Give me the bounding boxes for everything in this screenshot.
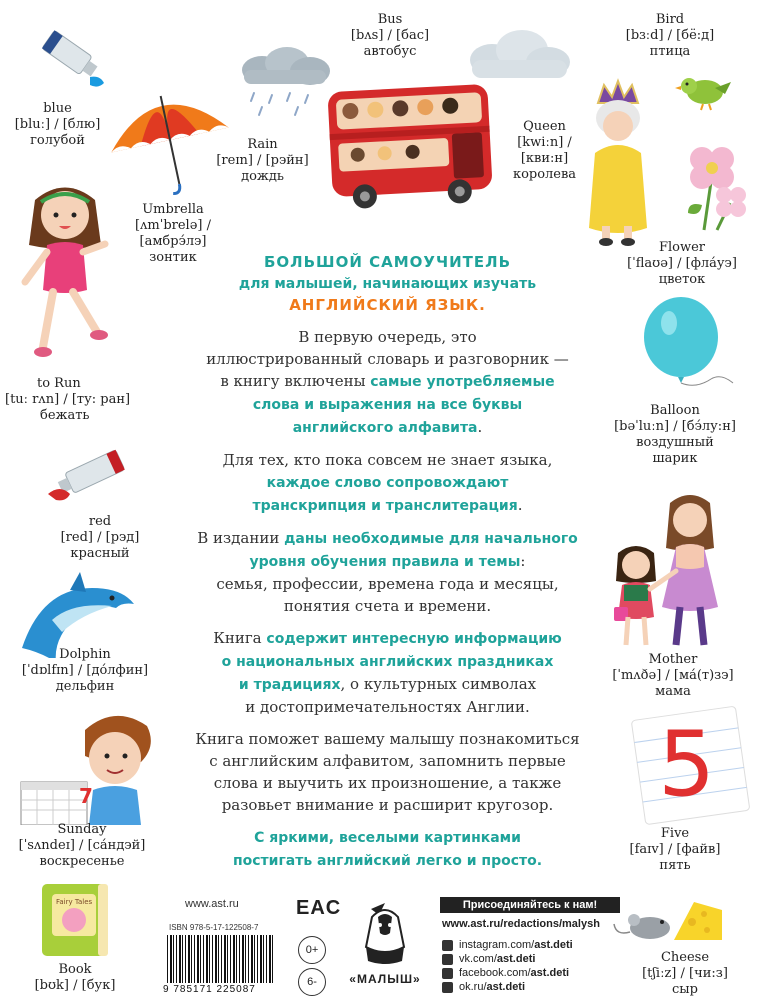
mother-and-daughter-illustration — [610, 485, 730, 655]
word-ru: пять — [659, 858, 691, 873]
word-five — [610, 826, 740, 874]
word-bus — [345, 12, 435, 60]
text: , о культурных символах — [340, 675, 537, 693]
word-blue — [10, 101, 105, 149]
highlight: английского алфавита — [292, 420, 478, 436]
word-transcription: [reɪn] / [рэйн] — [216, 153, 309, 168]
word-red — [50, 514, 150, 562]
highlight: о национальных английских праздниках — [221, 654, 554, 670]
social-link-ok[interactable] — [442, 980, 573, 994]
text: ast.deti — [534, 939, 573, 951]
book-illustration — [38, 880, 113, 960]
text: : — [520, 552, 526, 570]
highlight: С яркими, веселыми картинками — [254, 830, 521, 846]
word-transcription: [tʃiːz] / [чи:з] — [642, 966, 728, 981]
word-en: Bird — [655, 12, 685, 27]
barcode-bars — [167, 935, 275, 983]
word-transcription: [kwiːn] / — [517, 135, 572, 150]
word-flower — [612, 240, 752, 288]
word-transcription: [ʌmˈbrelə] / — [135, 218, 211, 233]
word-transcription: [bʊk] / [бук] — [34, 978, 116, 993]
highlight: и традициях — [238, 677, 341, 693]
word-transcription: [red] / [рэд] — [60, 530, 140, 545]
word-ru: зонтик — [149, 250, 197, 265]
main-description — [190, 252, 585, 882]
blue-paint-tube-illustration — [30, 22, 110, 92]
vk-icon — [442, 954, 453, 965]
five-card-illustration — [630, 705, 750, 825]
double-decker-bus-illustration — [322, 70, 497, 210]
text: instagram.com/ — [459, 939, 535, 951]
join-us-banner: Присоединяйтесь к нам! — [440, 897, 620, 913]
boy-with-calendar-illustration — [15, 710, 175, 825]
flower-illustration — [672, 135, 752, 235]
word-en: Balloon — [650, 403, 700, 418]
word-en: to Run — [37, 376, 81, 391]
balloon-illustration — [636, 295, 746, 405]
highlight: каждое слово сопровождают — [266, 475, 509, 491]
word-en: Book — [58, 962, 92, 977]
paragraph-3 — [190, 527, 585, 617]
barcode-number: 9 785171 225087 — [163, 984, 256, 995]
text: vk.com/ — [459, 953, 497, 965]
text: Книга — [213, 629, 267, 647]
word-ru: автобус — [363, 44, 417, 59]
word-transcription: [амбрэ́лэ] — [139, 234, 207, 249]
five-digit: 5 — [658, 712, 716, 817]
paragraph-5 — [190, 728, 585, 816]
word-queen — [502, 119, 587, 183]
word-transcription: [ˈflaʊə] / [фла́уэ] — [627, 256, 737, 271]
word-dolphin — [5, 647, 165, 695]
word-ru: королева — [512, 167, 577, 182]
social-link-facebook[interactable] — [442, 966, 573, 980]
text: В первую очередь, это — [298, 328, 477, 346]
word-balloon — [600, 403, 750, 467]
word-ru: птица — [649, 44, 691, 59]
word-ru: шарик — [652, 451, 698, 466]
text: разовьет внимание и расширит кругозор. — [221, 796, 554, 814]
text: facebook.com/ — [459, 967, 531, 979]
word-ru: красный — [70, 546, 130, 561]
word-en: Sunday — [57, 822, 107, 837]
word-ru: бежать — [40, 408, 90, 423]
word-en: Flower — [658, 240, 706, 255]
age-rating-badge-2: 6- — [298, 968, 326, 996]
word-en: Queen — [523, 119, 566, 134]
mouse-and-cheese-illustration — [612, 892, 727, 952]
queen-illustration — [580, 78, 655, 248]
word-book — [20, 962, 130, 994]
word-ru: цветок — [658, 272, 706, 287]
word-transcription: [tuː rʌn] / [ту: ран] — [5, 392, 131, 407]
text: . — [477, 418, 483, 436]
text: ast.deti — [530, 967, 570, 979]
heading-subtitle: для малышей, начинающих изучать — [238, 276, 537, 292]
paragraph-4 — [190, 627, 585, 718]
word-en: blue — [43, 101, 72, 116]
word-en: red — [88, 514, 112, 529]
facebook-icon — [442, 968, 453, 979]
word-transcription: [ˈdɒlfɪn] / [до́лфин] — [21, 663, 149, 678]
word-ru: дельфин — [55, 679, 115, 694]
heading-title: БОЛЬШОЙ САМОУЧИТЕЛЬ — [263, 253, 512, 271]
text: и достопримечательностях Англии. — [245, 698, 530, 716]
text: Для тех, кто пока совсем не знает языка, — [222, 451, 553, 469]
word-transcription: [faɪv] / [файв] — [629, 842, 721, 857]
word-en: Bus — [377, 12, 403, 27]
instagram-icon — [442, 940, 453, 951]
publisher-url: www.ast.ru/redactions/malysh — [442, 918, 600, 930]
paragraph-6 — [190, 826, 585, 872]
word-transcription: [bluː] / [блю] — [14, 117, 101, 132]
text: понятия счета и времени. — [283, 597, 492, 615]
highlight: слова и выражения на все буквы — [252, 397, 523, 413]
word-en: Mother — [648, 652, 698, 667]
publisher-name: «МАЛЫШ» — [349, 972, 421, 986]
highlight: содержит интересную информацию — [266, 631, 562, 647]
word-en: Dolphin — [59, 647, 111, 662]
text: В издании — [197, 529, 285, 547]
word-rain — [205, 137, 320, 185]
social-links — [442, 938, 573, 994]
intro-heading — [190, 252, 585, 316]
website-label: www.ast.ru — [185, 898, 239, 910]
dolphin-illustration — [12, 568, 137, 658]
word-transcription: [bʌs] / [бас] — [350, 28, 430, 43]
word-ru: воскресенье — [39, 854, 125, 869]
text: семья, профессии, времена года и месяцы, — [216, 575, 559, 593]
word-sunday — [2, 822, 162, 870]
word-en: Cheese — [660, 950, 710, 965]
text: с английским алфавитом, запомнить первые — [209, 752, 566, 770]
highlight: постигать английский легко и просто. — [232, 853, 543, 869]
highlight: даны необходимые для начального — [284, 531, 578, 547]
text: ast.deti — [486, 981, 526, 993]
ok-icon — [442, 982, 453, 993]
word-en: Five — [660, 826, 690, 841]
word-transcription: [ˈsʌndeɪ] / [са́ндэй] — [18, 838, 146, 853]
text: в книгу включены — [220, 372, 371, 390]
book-cover-illustration — [38, 880, 113, 960]
book-title-label: Fairy Tales — [56, 898, 93, 906]
text: Книга поможет вашему малышу познакомиться — [195, 730, 580, 748]
word-en: Umbrella — [142, 202, 204, 217]
calendar-digit: 7 — [79, 784, 93, 808]
boy-illustration — [15, 710, 175, 825]
paragraph-1 — [190, 326, 585, 439]
word-en: Rain — [247, 137, 278, 152]
word-bird — [605, 12, 735, 60]
word-transcription: [bɜːd] / [бё:д] — [625, 28, 715, 43]
text: иллюстрированный словарь и разговорник — — [206, 350, 569, 368]
highlight: самые употребляемые — [370, 374, 555, 390]
text: ok.ru/ — [459, 981, 487, 993]
word-ru: дождь — [241, 169, 284, 184]
age-rating-badge: 0+ — [298, 936, 326, 964]
word-run — [5, 376, 155, 424]
social-link-vk[interactable] — [442, 952, 573, 966]
bird-illustration — [675, 68, 735, 113]
barcode-block — [155, 915, 285, 997]
word-mother — [598, 652, 748, 700]
isbn-label: ISBN 978-5-17-122508-7 — [169, 923, 259, 932]
text: ast.deti — [496, 953, 536, 965]
word-transcription: [ˈmʌðə] / [ма́(т)зэ] — [612, 668, 734, 683]
word-ru: голубой — [30, 133, 85, 148]
word-transcription: [bəˈluːn] / [бэ́лу:н] — [614, 419, 736, 434]
word-ru: мама — [655, 684, 691, 699]
word-ru: воздушный — [636, 435, 714, 450]
highlight: уровня обучения правила и темы — [249, 554, 521, 570]
eac-mark: EAC — [296, 897, 342, 919]
highlight: транскрипция и транслитерация — [252, 498, 518, 514]
heading-language: АНГЛИЙСКИЙ ЯЗЫК. — [289, 296, 486, 314]
word-transcription: [кви:н] — [520, 151, 569, 166]
running-girl-illustration — [15, 170, 115, 370]
text: . — [517, 496, 523, 514]
word-cheese — [625, 950, 745, 998]
social-link-instagram[interactable] — [442, 938, 573, 952]
word-ru: сыр — [672, 982, 698, 997]
publisher-logo-icon — [350, 895, 420, 970]
text: слова и выучить их произношение, а также — [213, 774, 562, 792]
paragraph-2 — [190, 449, 585, 517]
red-paint-tube-illustration — [42, 440, 142, 510]
